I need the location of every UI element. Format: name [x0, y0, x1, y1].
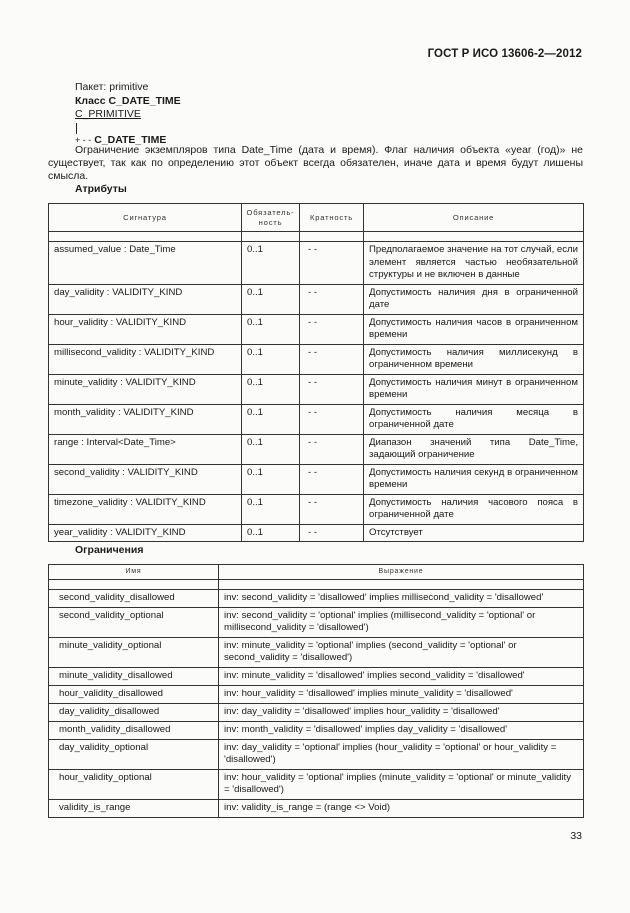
attr-multiplicity-cell: - - [300, 314, 364, 344]
visibility-prefix: + - - [75, 134, 92, 145]
attr-obligation-cell: 0..1 [242, 524, 300, 542]
attr-obligation-cell: 0..1 [242, 494, 300, 524]
attr-obligation-cell: 0..1 [242, 464, 300, 494]
table-row [49, 722, 584, 740]
constraint-expression-cell: inv: second_validity = 'optional' implies (millisecond_validity = 'optional' or millisecond_validity = 'disallowed') [219, 608, 584, 638]
attr-description-cell: Предполагаемое значение на тот случай, если элемент является частью необязательной структуры и не включен в данные [364, 242, 584, 285]
package-block [75, 81, 181, 147]
attributes-heading: Атрибуты [75, 183, 127, 195]
con-col-name: Имя [49, 565, 219, 580]
con-col-expression: Выражение [219, 565, 584, 580]
table-row [49, 284, 584, 314]
attr-multiplicity-cell: - - [300, 434, 364, 464]
constraints-heading: Ограничения [75, 544, 144, 556]
constraint-name-cell: hour_validity_optional [49, 770, 219, 800]
class-name: C_DATE_TIME [94, 133, 167, 146]
inheritance-line [76, 123, 77, 134]
package-line: Пакет: primitive [75, 81, 149, 93]
attr-signature-cell: range : Interval<Date_Time> [49, 434, 242, 464]
table-row [49, 404, 584, 434]
attr-signature-cell: assumed_value : Date_Time [49, 242, 242, 285]
attr-obligation-cell: 0..1 [242, 284, 300, 314]
document-header: ГОСТ Р ИСО 13606-2—2012 [427, 48, 582, 60]
attr-multiplicity-cell: - - [300, 344, 364, 374]
attr-col-multiplicity: Кратность [300, 204, 364, 232]
table-row [49, 686, 584, 704]
attr-description-cell: Допустимость наличия часов в ограниченном времени [364, 314, 584, 344]
constraint-name-cell: hour_validity_disallowed [49, 686, 219, 704]
constraint-expression-cell: inv: hour_validity = 'optional' implies (minute_validity = 'optional' or minute_validity = 'disallowed') [219, 770, 584, 800]
constraint-name-cell: minute_validity_optional [49, 638, 219, 668]
table-row [49, 464, 584, 494]
parent-class: C_PRIMITIVE [75, 108, 141, 120]
table-row [49, 704, 584, 722]
attr-obligation-cell: 0..1 [242, 344, 300, 374]
attr-description-cell: Допустимость наличия месяца в ограниченной дате [364, 404, 584, 434]
attr-description-cell: Диапазон значений типа Date_Time, задающий ограничение [364, 434, 584, 464]
attr-signature-cell: hour_validity : VALIDITY_KIND [49, 314, 242, 344]
attr-signature-cell: day_validity : VALIDITY_KIND [49, 284, 242, 314]
constraint-name-cell: day_validity_disallowed [49, 704, 219, 722]
constraint-expression-cell: inv: second_validity = 'disallowed' implies millisecond_validity = 'disallowed' [219, 590, 584, 608]
table-row [49, 524, 584, 542]
constraint-expression-cell: inv: validity_is_range = (range <> Void) [219, 800, 584, 818]
attr-multiplicity-cell: - - [300, 494, 364, 524]
constraint-name-cell: minute_validity_disallowed [49, 668, 219, 686]
table-row [49, 800, 584, 818]
attr-signature-cell: year_validity : VALIDITY_KIND [49, 524, 242, 542]
table-row [49, 434, 584, 464]
constraint-name-cell: validity_is_range [49, 800, 219, 818]
table-row [49, 770, 584, 800]
page-number: 33 [570, 830, 582, 842]
table-row [49, 608, 584, 638]
attributes-table [48, 203, 584, 542]
class-description: Ограничение экземпляров типа Date_Time (дата и время). Флаг наличия объекта «year (год)» не существует, так как по определению этот объект всегда обязателен, иначе дата и время будут лишены смысла. [48, 144, 583, 182]
constraint-expression-cell: inv: day_validity = 'disallowed' implies hour_validity = 'disallowed' [219, 704, 584, 722]
constraint-expression-cell: inv: minute_validity = 'disallowed' implies second_validity = 'disallowed' [219, 668, 584, 686]
constraint-expression-cell: inv: day_validity = 'optional' implies (hour_validity = 'optional' or hour_validity = 'disallowed') [219, 740, 584, 770]
constraint-expression-cell: inv: month_validity = 'disallowed' implies day_validity = 'disallowed' [219, 722, 584, 740]
attr-multiplicity-cell: - - [300, 242, 364, 285]
table-row [49, 590, 584, 608]
constraint-name-cell: day_validity_optional [49, 740, 219, 770]
table-row [49, 374, 584, 404]
attr-description-cell: Допустимость наличия часового пояса в ограниченной дате [364, 494, 584, 524]
attr-signature-cell: second_validity : VALIDITY_KIND [49, 464, 242, 494]
attr-multiplicity-cell: - - [300, 404, 364, 434]
table-gap-row [49, 232, 584, 242]
table-row [49, 668, 584, 686]
attr-obligation-cell: 0..1 [242, 314, 300, 344]
attr-obligation-cell: 0..1 [242, 434, 300, 464]
constraints-body [49, 580, 584, 818]
table-row [49, 494, 584, 524]
table-row [49, 344, 584, 374]
table-row [49, 740, 584, 770]
attr-col-obligation: Обязатель-ность [242, 204, 300, 232]
attr-signature-cell: millisecond_validity : VALIDITY_KIND [49, 344, 242, 374]
attr-signature-cell: month_validity : VALIDITY_KIND [49, 404, 242, 434]
attr-col-description: Описание [364, 204, 584, 232]
attr-obligation-cell: 0..1 [242, 404, 300, 434]
table-row [49, 314, 584, 344]
table-row [49, 638, 584, 668]
attr-description-cell: Допустимость наличия минут в ограниченном времени [364, 374, 584, 404]
attr-signature-cell: timezone_validity : VALIDITY_KIND [49, 494, 242, 524]
attr-description-cell: Допустимость наличия секунд в ограниченном времени [364, 464, 584, 494]
constraints-table [48, 564, 584, 818]
table-row [49, 242, 584, 285]
attr-description-cell: Допустимость наличия миллисекунд в ограниченном времени [364, 344, 584, 374]
attr-multiplicity-cell: - - [300, 464, 364, 494]
constraint-name-cell: month_validity_disallowed [49, 722, 219, 740]
class-line: Класс C_DATE_TIME [75, 94, 181, 107]
attr-signature-cell: minute_validity : VALIDITY_KIND [49, 374, 242, 404]
attr-description-cell: Допустимость наличия дня в ограниченной дате [364, 284, 584, 314]
constraint-expression-cell: inv: minute_validity = 'optional' implies (second_validity = 'optional' or second_validity = 'disallowed') [219, 638, 584, 668]
attr-multiplicity-cell: - - [300, 284, 364, 314]
attr-col-signature: Сигнатура [49, 204, 242, 232]
attr-description-cell: Отсутствует [364, 524, 584, 542]
constraint-name-cell: second_validity_optional [49, 608, 219, 638]
attr-multiplicity-cell: - - [300, 374, 364, 404]
attr-obligation-cell: 0..1 [242, 374, 300, 404]
attr-multiplicity-cell: - - [300, 524, 364, 542]
table-gap-row [49, 580, 584, 590]
attr-obligation-cell: 0..1 [242, 242, 300, 285]
constraint-expression-cell: inv: hour_validity = 'disallowed' implies minute_validity = 'disallowed' [219, 686, 584, 704]
constraint-name-cell: second_validity_disallowed [49, 590, 219, 608]
attributes-body [49, 232, 584, 542]
